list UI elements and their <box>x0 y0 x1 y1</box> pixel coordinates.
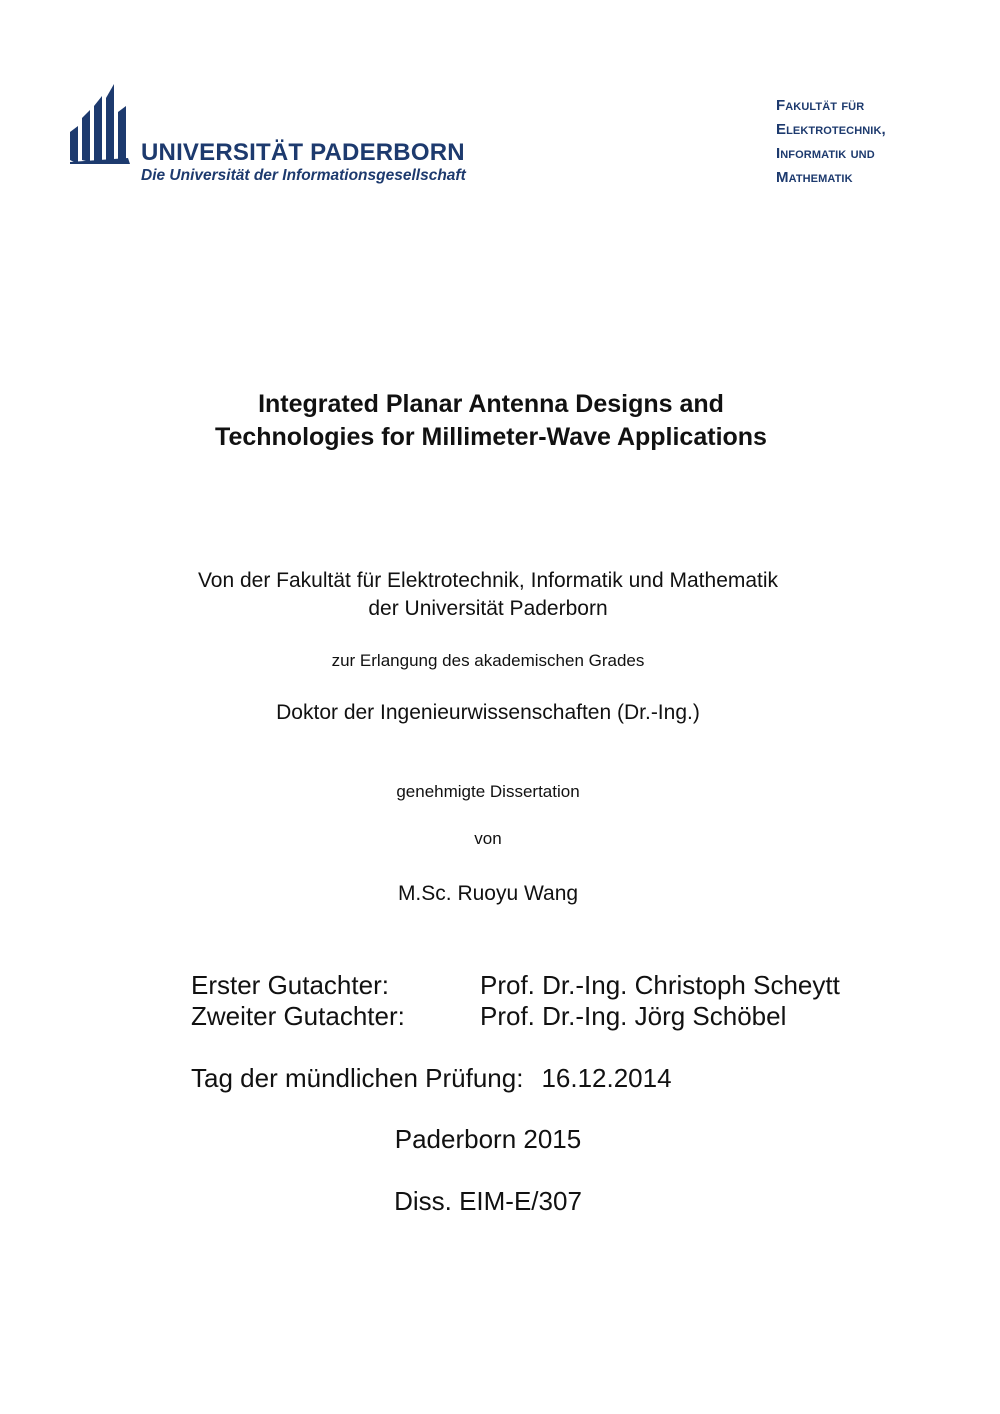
university-name: UNIVERSITÄT PADERBORN <box>141 139 465 166</box>
dissertation-number: Diss. EIM-E/307 <box>394 1186 582 1216</box>
faculty-line: Fakultät für <box>776 97 865 114</box>
reviewers-block <box>191 970 840 1032</box>
exam-date: 16.12.2014 <box>541 1063 672 1093</box>
reviewer-row <box>191 1001 840 1032</box>
faculty-line: Mathematik <box>776 169 853 186</box>
exam-date-row <box>191 1063 672 1094</box>
thesis-title-line: Integrated Planar Antenna Designs and <box>258 390 724 418</box>
faculty-line: Elektrotechnik, <box>776 121 886 138</box>
university-tagline: Die Universität der Informationsgesellschaft <box>141 167 466 184</box>
faculty-statement-line: der Universität Paderborn <box>368 597 608 620</box>
thesis-title-line: Technologies for Millimeter-Wave Applications <box>215 423 767 451</box>
university-emblem-icon <box>70 84 132 164</box>
dissertation-label: genehmigte Dissertation <box>396 782 580 801</box>
faculty-line: Informatik und <box>776 145 875 162</box>
faculty-statement <box>0 567 976 623</box>
faculty-statement-line: Von der Fakultät für Elektrotechnik, Informatik und Mathematik <box>197 569 779 592</box>
place-year: Paderborn 2015 <box>394 1124 582 1154</box>
reviewer-name: Prof. Dr.-Ing. Jörg Schöbel <box>480 1001 787 1031</box>
reviewer-label: Erster Gutachter: <box>191 970 389 1000</box>
degree-name: Doktor der Ingenieurwissenschaften (Dr.-Ing.) <box>276 701 700 724</box>
degree-purpose: zur Erlangung des akademischen Grades <box>331 651 645 670</box>
reviewer-row <box>191 970 840 1001</box>
reviewer-name: Prof. Dr.-Ing. Christoph Scheytt <box>480 970 840 1000</box>
faculty-block <box>776 94 886 190</box>
thesis-title <box>0 388 982 454</box>
by-label: von <box>474 829 502 848</box>
author-name: M.Sc. Ruoyu Wang <box>397 882 579 905</box>
university-logo <box>70 84 470 194</box>
exam-label: Tag der mündlichen Prüfung: <box>191 1063 524 1093</box>
reviewer-label: Zweiter Gutachter: <box>191 1001 405 1031</box>
